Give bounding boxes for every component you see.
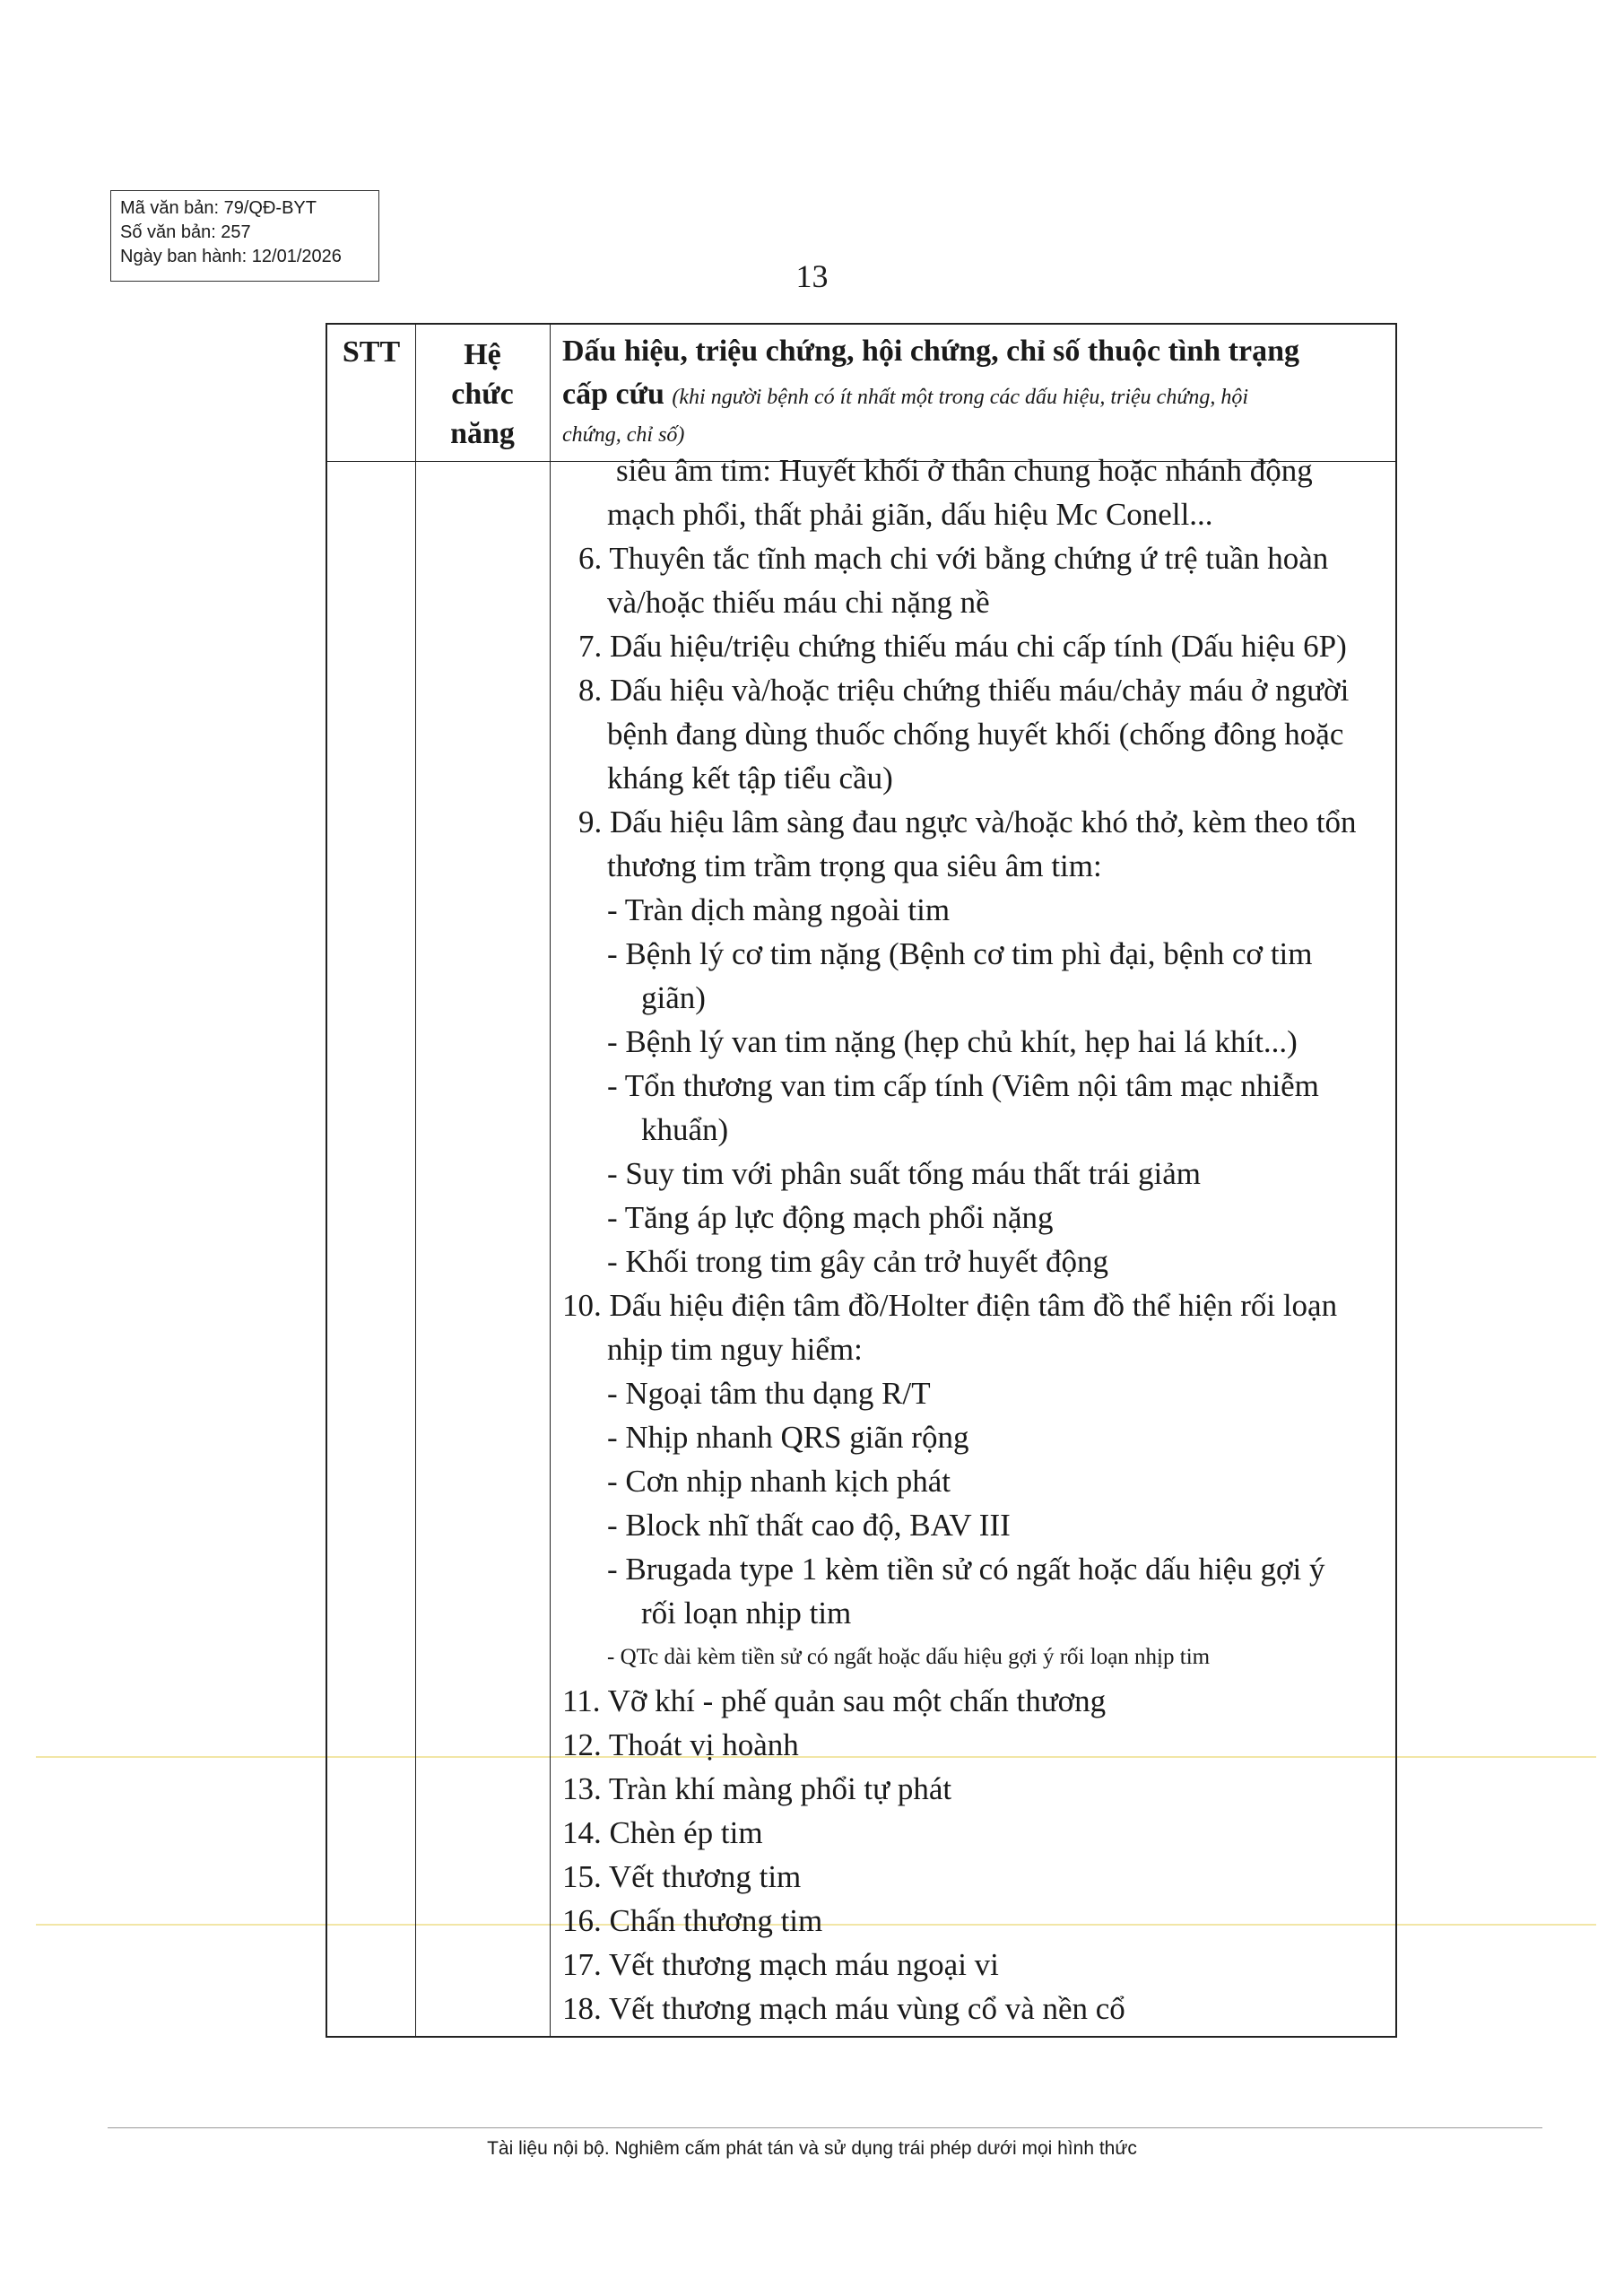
list-line: giãn): [641, 980, 706, 1015]
header-note-2: chứng, chỉ số): [562, 423, 685, 447]
sub-item: - Cơn nhịp nhanh kịch phát: [607, 1464, 951, 1499]
list-item: 18. Vết thương mạch máu vùng cổ và nền cổ: [562, 1991, 1125, 2026]
list-line: kháng kết tập tiểu cầu): [607, 761, 893, 796]
list-item: 12. Thoát vị hoành: [562, 1727, 799, 1762]
column-divider: [415, 325, 416, 2036]
list-item: 16. Chấn thương tim: [562, 1903, 823, 1938]
sub-item: - Block nhĩ thất cao độ, BAV III: [607, 1508, 1011, 1543]
header-note-1: (khi người bệnh có ít nhất một trong các dấu hiệu, triệu chứng, hội: [672, 386, 1249, 409]
sub-item: - Khối trong tim gây cản trở huyết động: [607, 1244, 1108, 1279]
list-item: 15. Vết thương tim: [562, 1859, 802, 1894]
page-number: 13: [795, 258, 829, 294]
list-line: và/hoặc thiếu máu chi nặng nề: [607, 585, 990, 620]
sub-item: - QTc dài kèm tiền sử có ngất hoặc dấu hiệu gợi ý rối loạn nhịp tim: [607, 1645, 1211, 1669]
footer-notice: Tài liệu nội bộ. Nghiêm cấm phát tán và sử dụng trái phép dưới mọi hình thức: [487, 2138, 1137, 2159]
document-code: Mã văn bản: 79/QĐ-BYT: [120, 198, 317, 218]
list-item: 13. Tràn khí màng phổi tự phát: [562, 1771, 952, 1806]
sub-item: - Brugada type 1 kèm tiền sử có ngất hoặc dấu hiệu gợi ý: [607, 1552, 1325, 1587]
header-title: Dấu hiệu, triệu chứng, hội chứng, chỉ số thuộc tình trạng: [562, 335, 1299, 368]
footer-divider: [108, 2127, 1542, 2128]
header-he-chuc-nang: [415, 335, 550, 454]
list-line: mạch phổi, thất phải giãn, dấu hiệu Mc Conell...: [607, 497, 1213, 532]
sub-item: - Tổn thương van tim cấp tính (Viêm nội tâm mạc nhiễm: [607, 1068, 1319, 1103]
list-line: khuẩn): [641, 1112, 729, 1147]
sub-item: - Tăng áp lực động mạch phổi nặng: [607, 1200, 1054, 1235]
issue-date: Ngày ban hành: 12/01/2026: [120, 247, 342, 266]
sub-item: - Nhịp nhanh QRS giãn rộng: [607, 1420, 969, 1455]
sub-item: - Bệnh lý van tim nặng (hẹp chủ khít, hẹp hai lá khít...): [607, 1024, 1298, 1059]
header-nang-word: năng: [450, 417, 515, 450]
list-item: 6. Thuyên tắc tĩnh mạch chi với bằng chứng ứ trệ tuần hoàn: [578, 541, 1329, 576]
header-stt: STT: [342, 335, 401, 369]
sub-item: - Suy tim với phân suất tống máu thất trái giảm: [607, 1156, 1202, 1191]
list-line: thương tim trầm trọng qua siêu âm tim:: [607, 848, 1102, 883]
list-item: 14. Chèn ép tim: [562, 1815, 763, 1850]
list-item: 11. Vỡ khí - phế quản sau một chấn thương: [562, 1683, 1107, 1718]
sub-item: - Bệnh lý cơ tim nặng (Bệnh cơ tim phì đại, bệnh cơ tim: [607, 936, 1313, 971]
header-title-cont: cấp cứu: [562, 378, 664, 411]
list-item: 7. Dấu hiệu/triệu chứng thiếu máu chi cấp tính (Dấu hiệu 6P): [578, 629, 1347, 664]
list-item: 10. Dấu hiệu điện tâm đồ/Holter điện tâm đồ thể hiện rối loạn: [562, 1288, 1338, 1323]
list-item: 17. Vết thương mạch máu ngoại vi: [562, 1947, 999, 1982]
emergency-signs-table: [326, 323, 1397, 2038]
list-item: 9. Dấu hiệu lâm sàng đau ngực và/hoặc khó thở, kèm theo tổn: [578, 804, 1357, 839]
sub-item: - Ngoại tâm thu dạng R/T: [607, 1376, 931, 1411]
header-chuc-word: chức: [451, 378, 514, 411]
list-line: rối loạn nhịp tim: [641, 1596, 852, 1631]
sub-item: - Tràn dịch màng ngoài tim: [607, 892, 951, 927]
column-divider: [550, 325, 551, 2036]
list-line: nhịp tim nguy hiểm:: [607, 1332, 863, 1367]
header-he-word: Hệ: [464, 338, 501, 371]
header-main: [562, 330, 1387, 448]
list-line: siêu âm tim: Huyết khối ở thân chung hoặc nhánh động: [616, 453, 1313, 488]
list-item: 8. Dấu hiệu và/hoặc triệu chứng thiếu máu/chảy máu ở người: [578, 673, 1350, 708]
document-number: Số văn bản: 257: [120, 222, 251, 242]
list-line: bệnh đang dùng thuốc chống huyết khối (chống đông hoặc: [607, 717, 1344, 752]
